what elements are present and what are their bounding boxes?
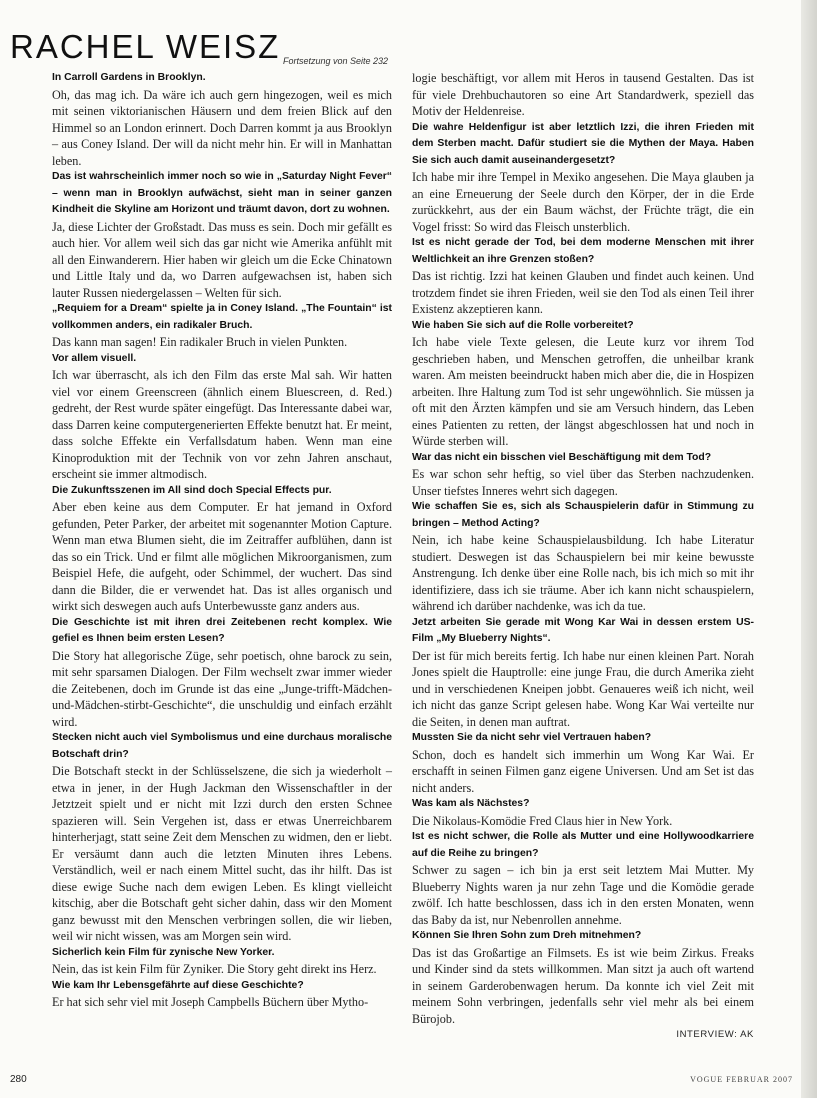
interview-question: „Requiem for a Dream“ spielte ja in Coney Island. „The Fountain“ ist vollkommen anders, ein radikaler Bruch. <box>52 303 392 331</box>
interview-question: Stecken nicht auch viel Symbolismus und eine durchaus moralische Botschaft drin? <box>52 732 392 760</box>
interview-question: In Carroll Gardens in Brooklyn. <box>52 72 206 83</box>
interview-answer: logie beschäftigt, vor allem mit Heros in tausend Gestalten. Das ist für viele Drehbuchautoren so eine Art Standardwerk, speziell das Motiv der Heldenreise. <box>412 71 754 118</box>
interview-question: Die Zukunftsszenen im All sind doch Special Effects pur. <box>52 484 332 496</box>
interview-question: Wie haben Sie sich auf die Rolle vorbereitet? <box>412 319 634 331</box>
interview-answer: Ja, diese Lichter der Großstadt. Das muss es sein. Doch mir gefällt es auch hier. Vor allem weil sich das gar nicht wie Amerika anfühlt mit all den Einwanderern. Hier haben wir gleich um die Ecke Chinatown und Little Italy und da, wo Darren aufgewachsen ist, haben sich lauter Russen niedergelassen – Welten für sich. <box>52 219 392 300</box>
page-number: 280 <box>10 1074 27 1085</box>
interview-answer: Die Nikolaus-Komödie Fred Claus hier in New York. <box>412 813 673 828</box>
interview-answer: Schwer zu sagen – ich bin ja erst seit letztem Mai Mutter. My Blueberry Nights waren ja nur zehn Tage und die Komödie gerade zwölf. Ich hatte beschlossen, dass ich in den ersten Monaten, wenn das Baby da ist, nur Nebenrollen annehme. <box>412 863 754 927</box>
interview-answer: Die Botschaft steckt in der Schlüsselszene, die sich ja wiederholt – etwa in jener, in der Hugh Jackman den Wissenschaftler in der Jetztzeit spielt und er nicht mit Izzi durch den ersten Schnee spazieren will. Sein Vergehen ist, dass er etwas Unerreichbarem hinterherjagt, statt seine Zeit dem Menschen zu widmen, den er liebt. Er versäumt dann auch die letzten Minuten ihres Lebens. Verständlich, weil er nach einem Mittel sucht, das ihr hilft. Das ist diese ewige Suche nach dem ewigen Leben. Es klingt vielleicht kitschig, aber die Botschaft geht sicher dahin, dass wir den Moment ganz bewusst mit den Menschen verbringen sollen, die wir lieben, weil wir nicht wissen, was am Morgen sein wird. <box>52 764 392 943</box>
interview-answer: Der ist für mich bereits fertig. Ich habe nur einen kleinen Part. Norah Jones spielt die Hauptrolle: eine junge Frau, die durch Amerika zieht und in verschiedenen Kneipen jobbt. Genaueres weiß ich nicht, weil ich nicht das ganze Script gelesen habe. Wong Kar Wai verteilte nur die Seiten, in denen man auftrat. <box>412 648 754 729</box>
interview-question: Jetzt arbeiten Sie gerade mit Wong Kar Wai in dessen erstem US-Film „My Blueberry Nights“. <box>412 616 754 644</box>
interview-question: Mussten Sie da nicht sehr viel Vertrauen haben? <box>412 732 652 743</box>
interview-question: Die wahre Heldenfigur ist aber letztlich Izzi, die ihren Frieden mit dem Sterben macht. Dafür studiert sie die Mythen der Maya. Haben Sie sich auch damit auseinandergesetzt? <box>412 121 754 166</box>
interview-question: Sicherlich kein Film für zynische New Yorker. <box>52 946 275 958</box>
interview-answer: Die Story hat allegorische Züge, sehr poetisch, ohne barock zu sein, mit sehr sparsamen Dialogen. Der Film wechselt zwar immer wieder die Zeitebenen, doch im Grunde ist das eine „Junge-trifft-Mädchen-und-Mädchen-stirbt-Geschichte“, die unschuldig und einfach erzählt wird. <box>52 648 392 729</box>
interview-answer: Aber eben keine aus dem Computer. Er hat jemand in Oxford gefunden, Peter Parker, der arbeitet mit sogenannter Motion Capture. Wenn man etwa Blumen sieht, die im Zeitraffer aufblühen, dann ist das so ein Trick. Und er filmt alle möglichen Mikroorganismen, zum Beispiel Hefe, die aufgeht, oder Schimmel, der wuchert. Das sind dann die Bilder, die er verwendet hat. Das ist alles organisch und wirkt sich deswegen auch aufs Unterbewusste ganz anders aus. <box>52 500 392 613</box>
interview-answer: Ich war überrascht, als ich den Film das erste Mal sah. Wir hatten viel vor einem Greenscreen (ähnlich einem Bluescreen, d. Red.) gedreht, der Rest wurde später eingefügt. Das Interessante dabei war, dass Darren keine computergenerierten Effekte benutzt hat. Er meint, dass solche Effekte ein Verfallsdatum haben. Wenn man eine Kinoproduktion mit der Technik von vor zehn Jahren anschaut, erscheint sie immer altmodisch. <box>52 368 392 481</box>
interview-answer: Ich habe mir ihre Tempel in Mexiko angesehen. Die Maya glauben ja an eine Erneuerung der Seele durch den Körper, der in die Erde zurückkehrt, aus der ein Baum wächst, der Früchte trägt, die ein Vogel frisst: So wird das Fleisch unsterblich. <box>412 170 754 234</box>
interview-question: Das ist wahrscheinlich immer noch so wie in „Saturday Night Fever“ – wenn man in Brooklyn aufwächst, sieht man in seiner ganzen Kindheit die Skyline am Horizont und träumt davon, dort zu wohnen. <box>52 171 392 215</box>
interview-answer: Nein, das ist kein Film für Zyniker. Die Story geht direkt ins Herz. <box>52 962 377 976</box>
interview-answer: Das ist das Großartige an Filmsets. Es ist wie beim Zirkus. Freaks und Kinder sind da stets willkommen. Man sitzt ja auch oft wartend in seinem Garderobenwagen herum. Da konnte ich viel Zeit mit meinem Sohn verbringen, jedenfalls sehr viel mehr als bei einem Bürojob. <box>412 945 754 1026</box>
interview-answer: Er hat sich sehr viel mit Joseph Campbells Büchern über Mytho- <box>52 995 369 1009</box>
interview-question: Die Geschichte ist mit ihren drei Zeitebenen recht komplex. Wie gefiel es Ihnen beim ersten Lesen? <box>52 616 392 644</box>
interview-question: Was kam als Nächstes? <box>412 798 530 809</box>
interview-question: Ist es nicht schwer, die Rolle als Mutter und eine Hollywoodkarriere auf die Reihe zu bringen? <box>412 831 754 859</box>
continued-note: Fortsetzung von Seite 232 <box>283 56 389 66</box>
interview-answer: Es war schon sehr heftig, so viel über das Sterben nachzudenken. Unser tiefstes Inneres wehrt sich dagegen. <box>412 467 754 498</box>
right-column <box>412 70 754 1044</box>
page-edge <box>801 0 817 1098</box>
interview-answer: Das kann man sagen! Ein radikaler Bruch in vielen Punkten. <box>52 335 348 349</box>
interview-question: Vor allem visuell. <box>52 352 137 364</box>
interview-credit: INTERVIEW: AK <box>676 1029 754 1040</box>
interview-question: Können Sie Ihren Sohn zum Dreh mitnehmen? <box>412 930 642 941</box>
interview-answer: Nein, ich habe keine Schauspielausbildung. Ich habe Literatur studiert. Deswegen ist das Schauspielern bei mir keine bewusste Anstrengung. Ich denke über eine Rolle nach, bis ich mich so mit ihr identifiziere, dass ich sie träume. Aber ich kann nicht schauspielern, während ich darüber nachdenke, was ich da tue. <box>412 533 754 613</box>
interview-answer: Ich habe viele Texte gelesen, die Leute kurz vor ihrem Tod geschrieben haben, und Menschen getroffen, die unheilbar krank waren. Am meisten beeindruckt haben mich aber die, die in Hospizen arbeiten. Ihre Haltung zum Tod ist sehr ungewöhnlich. Sie müssen ja oft mit den Ärzten kämpfen und sie am Versuch hindern, das Leben eines Patienten zu retten, der längst abgeschlossen hat und noch in Würde sterben will. <box>412 335 754 448</box>
magazine-issue: VOGUE FEBRUAR 2007 <box>690 1075 793 1084</box>
interview-answer: Oh, das mag ich. Da wäre ich auch gern hingezogen, weil es mich mit seinen viktorianischen Häusern und dem freien Blick auf den Himmel so an London erinnert. Doch Darren kommt ja aus Brooklyn – aus Coney Island. Der will da nicht mehr hin. Er will in Manhattan leben. <box>52 87 392 168</box>
interview-question: Wie schaffen Sie es, sich als Schauspielerin dafür in Stimmung zu bringen – Method Acting? <box>412 501 754 529</box>
interview-question: War das nicht ein bisschen viel Beschäftigung mit dem Tod? <box>412 451 712 463</box>
interview-answer: Schon, doch es handelt sich immerhin um Wong Kar Wai. Er erschafft in seinen Filmen ganz eigene Universen. Und am Set ist das nicht anders. <box>412 747 754 795</box>
interview-answer: Das ist richtig. Izzi hat keinen Glauben und findet auch keinen. Und trotzdem findet sie ihren Frieden, weil sie den Tod als einen Teil ihrer Existenz akzeptieren kann. <box>412 269 754 316</box>
interview-question: Wie kam Ihr Lebensgefährte auf diese Geschichte? <box>52 979 304 991</box>
interview-question: Ist es nicht gerade der Tod, bei dem moderne Menschen mit ihrer Weltlichkeit an ihre Grenzen stoßen? <box>412 237 754 265</box>
article-title: RACHEL WEISZ <box>10 28 281 65</box>
left-column <box>52 70 392 1011</box>
